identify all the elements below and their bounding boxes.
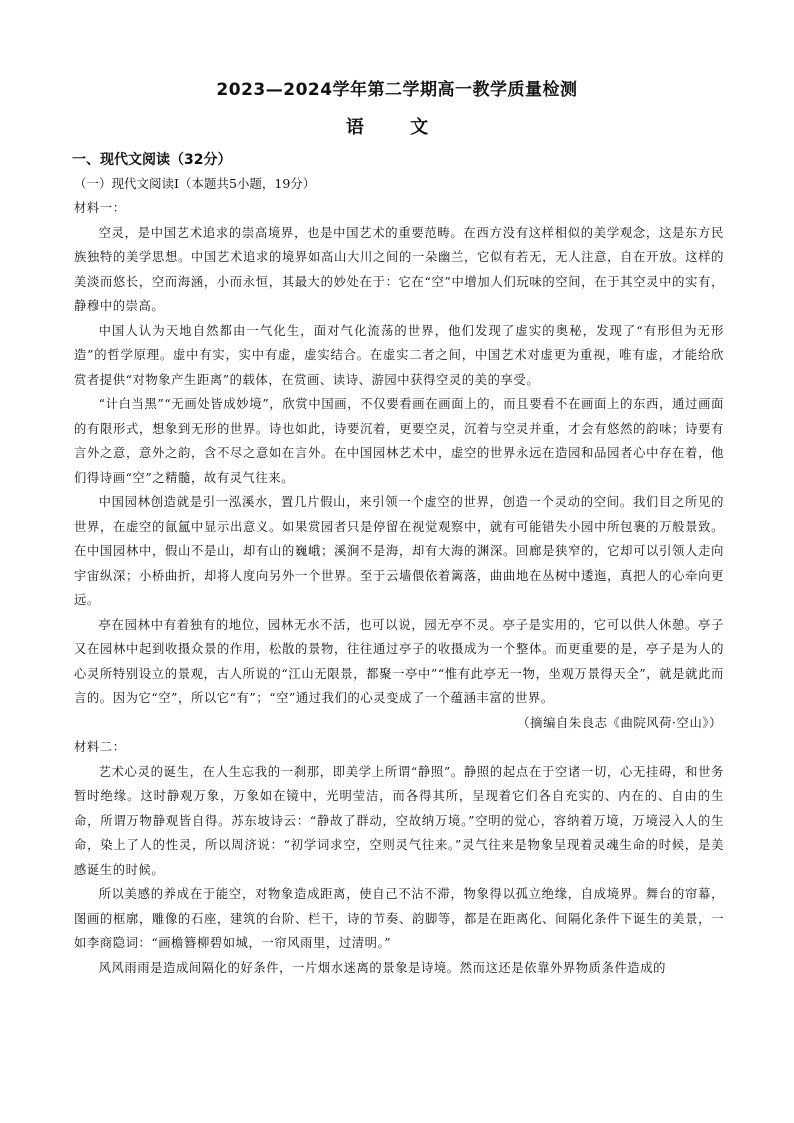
material-1-paragraph: 中国园林创造就是引一泓溪水，置几片假山，来引领一个虚空的世界，创造一个灵动的空间。我们目之所见的世界，在虚空的氤氲中显示出意义。如果赏园者只是停留在视觉观察中，就有可能错失小园中所包裹的万般景致。在中国园林中，假山不是山，却有山的巍峨；溪涧不是海，却有大海的渊深。回廊是狭窄的，它却可以引领人走向宇宙纵深；小桥曲折，却将人度向另外一个世界。至于云墙偎依着篱落，曲曲地在丛树中逶迤，真把人的心牵向更远。 <box>74 495 724 607</box>
section-heading: 一、现代文阅读（32分） <box>72 152 232 168</box>
material-2-paragraph: 艺术心灵的诞生，在人生忘我的一刹那，即美学上所谓“静照”。静照的起点在于空诸一切，心无挂碍，和世务暂时绝缘。这时静观万象，万象如在镜中，光明莹洁，而各得其所，呈现着它们各自充实的、内在的、自由的生命，所谓万物静观皆自得。苏东坡诗云：“静故了群动，空故纳万境。”空明的觉心，容纳着万境，万境浸入人的生命，染上了人的性灵，所以周济说：“初学词求空，空则灵气往来。”灵气往来是物象呈现着灵魂生命的时候，是美感诞生的时候。 <box>74 764 724 877</box>
subsection-heading: （一）现代文阅读Ⅰ（本题共5小题，19分） <box>74 176 316 191</box>
material-1-label: 材料一： <box>74 201 126 215</box>
article-body <box>74 196 724 980</box>
material-1-paragraph: 亭在园林中有着独有的地位，园林无水不活，也可以说，园无亭不灵。亭子是实用的，它可以供人休憩。亭子又在园林中起到收摄众景的作用，松散的景物，往往通过亭子的收摄成为一个整体。而更重要的是，亭子是为人的心灵所特别设立的景观，古人所说的“江山无限景，都聚一亭中”“惟有此亭无一物，坐观万景得天全”，就是就此而言的。因为它“空”，所以它“有”；“空”通过我们的心灵变成了一个蕴涵丰富的世界。 <box>74 617 724 705</box>
material-1-paragraph: 空灵，是中国艺术追求的崇高境界，也是中国艺术的重要范畴。在西方没有这样相似的美学观念，这是东方民族独特的美学思想。中国艺术追求的境界如高山大川之间的一朵幽兰，它似有若无，无人注意，自在开放。这样的美淡而悠长，空而海涵，小而永恒，其最大的妙处在于：它在“空”中增加人们玩味的空间，在于其空灵中的实有，静穆中的崇高。 <box>74 225 724 313</box>
material-2-paragraph: 风风雨雨是造成间隔化的好条件，一片烟水迷离的景象是诗境。然而这还是依靠外界物质条件造成的 <box>98 960 667 975</box>
exam-title: 2023—2024学年第二学期高一教学质量检测 <box>216 80 578 100</box>
material-2-paragraph: 所以美感的养成在于能空，对物象造成距离，使自己不沾不滞，物象得以孤立绝缘，自成境界。舞台的帘幕，图画的框廓，雕像的石座，建筑的台阶、栏干，诗的节奏、韵脚等，都是在距离化、间隔化条件下诞生的美景，一如李商隐词：“画檐簪柳碧如城，一帘风雨里，过清明。” <box>74 887 724 950</box>
material-2-label: 材料二： <box>74 740 126 754</box>
material-1-paragraph: 中国人认为天地自然都由一气化生，面对气化流荡的世界，他们发现了虚实的奥秘，发现了“有形但为无形造”的哲学原理。虚中有实，实中有虚，虚实结合。在虚实二者之间，中国艺术对虚更为重视，唯有虚，才能给欣赏者提供“对物象产生距离”的载体，在赏画、读诗、游园中获得空灵的美的享受。 <box>74 323 724 387</box>
material-1-source: （摘编自朱良志《曲院风荷·空山》） <box>517 715 722 730</box>
subject-title: 语 文 <box>345 117 449 138</box>
material-1-paragraph: “计白当黑”“无画处皆成妙境”，欣赏中国画，不仅要看画在画面上的，而且要看不在画面上的东西，通过画面的有限形式，想象到无形的世界。诗也如此，诗要沉着，更要空灵，沉着与空灵并重，才会有悠然的韵味；诗要有言外之意，意外之韵，含不尽之意如在言外。在中国园林艺术中，虚空的世界永远在造园和品园者心中存在着，他们得诗画“空”之精髓，故有灵气往来。 <box>74 397 724 485</box>
